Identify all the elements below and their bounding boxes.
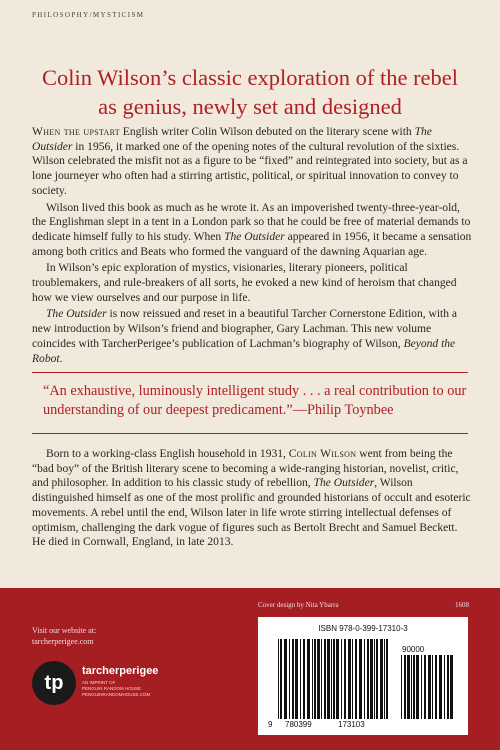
barcode-bar — [370, 639, 373, 719]
barcode-bar — [450, 655, 453, 719]
publisher-name: tarcherperigee — [82, 665, 159, 677]
description-paragraph-2 — [32, 201, 472, 260]
headline-line-2: as genius, newly set and designed — [98, 94, 402, 119]
publisher-logo-icon: tp — [32, 661, 76, 705]
barcode-bar — [376, 639, 378, 719]
barcode-bar — [289, 639, 290, 719]
text: PENGUINRANDOMHOUSE.COM — [82, 692, 151, 697]
barcode-bar — [359, 639, 362, 719]
barcode-bar — [407, 655, 410, 719]
barcode-bar — [327, 639, 330, 719]
barcode-bar — [314, 639, 316, 719]
barcode-addon-bars — [401, 655, 455, 723]
barcode-bar — [348, 639, 351, 719]
cover-credit: Cover design by Nita Ybarra — [258, 601, 339, 609]
quote-text: “An exhaustive, luminously intelligent study . . . a real contribution to our understanding of our deepest predicament.” — [43, 383, 467, 418]
text: Wilson lived this book as much as he wrote it. As an impoverished twenty-three-year-old, the Englishman slept in a tent in a London park so that he could be free of material demands to dedicate himself fully to his study. When — [32, 201, 471, 243]
barcode-bar — [292, 639, 294, 719]
barcode-bar — [312, 639, 313, 719]
description — [32, 125, 472, 368]
publisher-logo — [32, 661, 162, 711]
author-bio — [32, 447, 472, 550]
author-name: Colin Wilson — [288, 448, 357, 460]
barcode-bar — [428, 655, 431, 719]
website-link[interactable]: tarcherperigee.com — [32, 637, 94, 646]
barcode-digit-lead: 9 — [268, 720, 273, 729]
barcode-bars — [278, 639, 390, 721]
barcode-bar — [416, 655, 419, 719]
barcode-bar — [317, 639, 320, 719]
barcode-bar — [386, 639, 388, 719]
barcode-digits-right: 173103 — [338, 720, 365, 729]
barcode-bar — [295, 639, 298, 719]
text: . — [59, 352, 63, 365]
barcode-bar — [341, 639, 342, 719]
description-paragraph-1 — [32, 125, 472, 199]
review-quote — [43, 382, 473, 419]
text: is now reissued and reset in a beautiful Tarcher Cornerstone Edition, with a new introduction by Wilson’s friend and biographer, Gary Lachman. This new volume coincides with TarcherPerigee’s publication of Lachman’s biography of Wilson, — [32, 308, 458, 350]
category-label: PHILOSOPHY/MYSTICISM — [32, 11, 145, 19]
barcode — [258, 617, 468, 735]
barcode-bar — [355, 639, 357, 719]
book-code: 1608 — [455, 601, 469, 609]
lead-in: When the upstart — [32, 126, 120, 138]
description-paragraph-3: In Wilson’s epic exploration of mystics, visionaries, literary pioneers, political troublemakers, and rule-breakers of all sorts, he evoked a new kind of heroism that changed how we view ourselves and our purpose in life. — [32, 262, 457, 304]
barcode-digits-left: 780399 — [285, 720, 312, 729]
book-title: The Outsider — [32, 126, 432, 153]
quote-attribution: —Philip Toynbee — [292, 401, 394, 418]
barcode-bar — [336, 639, 339, 719]
barcode-bar — [435, 655, 437, 719]
barcode-bar — [278, 639, 279, 719]
barcode-bar — [367, 639, 369, 719]
barcode-bar — [432, 655, 433, 719]
description-paragraph-4 — [32, 307, 472, 366]
barcode-bar — [424, 655, 426, 719]
barcode-bar — [421, 655, 422, 719]
website-block — [32, 625, 96, 647]
barcode-bar — [447, 655, 449, 719]
book-title: The Outsider — [46, 308, 107, 321]
text: AN IMPRINT OF — [82, 680, 116, 685]
barcode-bar — [413, 655, 415, 719]
text: , Wilson distinguished himself as one of the most prolific and grounded historians of occult and esoteric movements. A rebel until the end, Wilson later in life wrote stirring intellectual defenses of optimism, challenging the dark vogue of figures such as Bertolt Brecht and Samuel Beckett. He died in Cornwall, England, in late 2013. — [32, 477, 471, 549]
headline — [0, 63, 500, 121]
author-bio-paragraph — [32, 447, 472, 550]
barcode-bar — [331, 639, 332, 719]
text: PENGUIN RANDOM HOUSE — [82, 686, 142, 691]
barcode-bar — [374, 639, 375, 719]
headline-line-1: Colin Wilson’s classic exploration of the rebel — [41, 65, 459, 90]
barcode-bar — [333, 639, 335, 719]
website-label: Visit our website at: — [32, 626, 97, 635]
barcode-bar — [384, 639, 385, 719]
text: English writer Colin Wilson debuted on the literary scene with — [119, 126, 415, 138]
book-title: The Outsider — [313, 477, 375, 490]
barcode-bar — [300, 639, 301, 719]
barcode-bar — [352, 639, 353, 719]
isbn-text: ISBN 978-0-399-17310-3 — [318, 624, 408, 633]
text: Born to a working-class English household in 1931, — [46, 448, 289, 460]
barcode-bar — [401, 655, 402, 719]
barcode-bar — [344, 639, 346, 719]
biography-title: Beyond the Robot — [32, 337, 456, 365]
barcode-bar — [411, 655, 412, 719]
price-code: 90000 — [402, 645, 425, 654]
barcode-bar — [284, 639, 287, 719]
text: in 1956, it marked one of the opening notes of the cultural revolution of the sixties. Wilson celebrated the misfit not as a figure to be “fixed” and reintegrated into society, but as a lone journeyer who often had a stirring artistic, political, or spiritual innovation to convey to society. — [32, 140, 468, 197]
barcode-bar — [321, 639, 322, 719]
barcode-bar — [303, 639, 305, 719]
barcode-bar — [439, 655, 442, 719]
barcode-bar — [404, 655, 406, 719]
barcode-bar — [444, 655, 445, 719]
publisher-subtitle — [82, 680, 172, 698]
barcode-bar — [280, 639, 282, 719]
barcode-bar — [364, 639, 365, 719]
barcode-bar — [307, 639, 310, 719]
barcode-bar — [380, 639, 383, 719]
text: appeared in 1956, it became a sensation among both critics and Beats who formed the vanguard of the dawning Aquarian age. — [32, 230, 472, 258]
barcode-bar — [324, 639, 326, 719]
book-title: The Outsider — [224, 230, 285, 243]
text: went from being the “bad boy” of the British literary scene to becoming a wide-ranging historian, novelist, critic, and philosopher. In addition to his classic study of rebellion, — [32, 448, 459, 490]
